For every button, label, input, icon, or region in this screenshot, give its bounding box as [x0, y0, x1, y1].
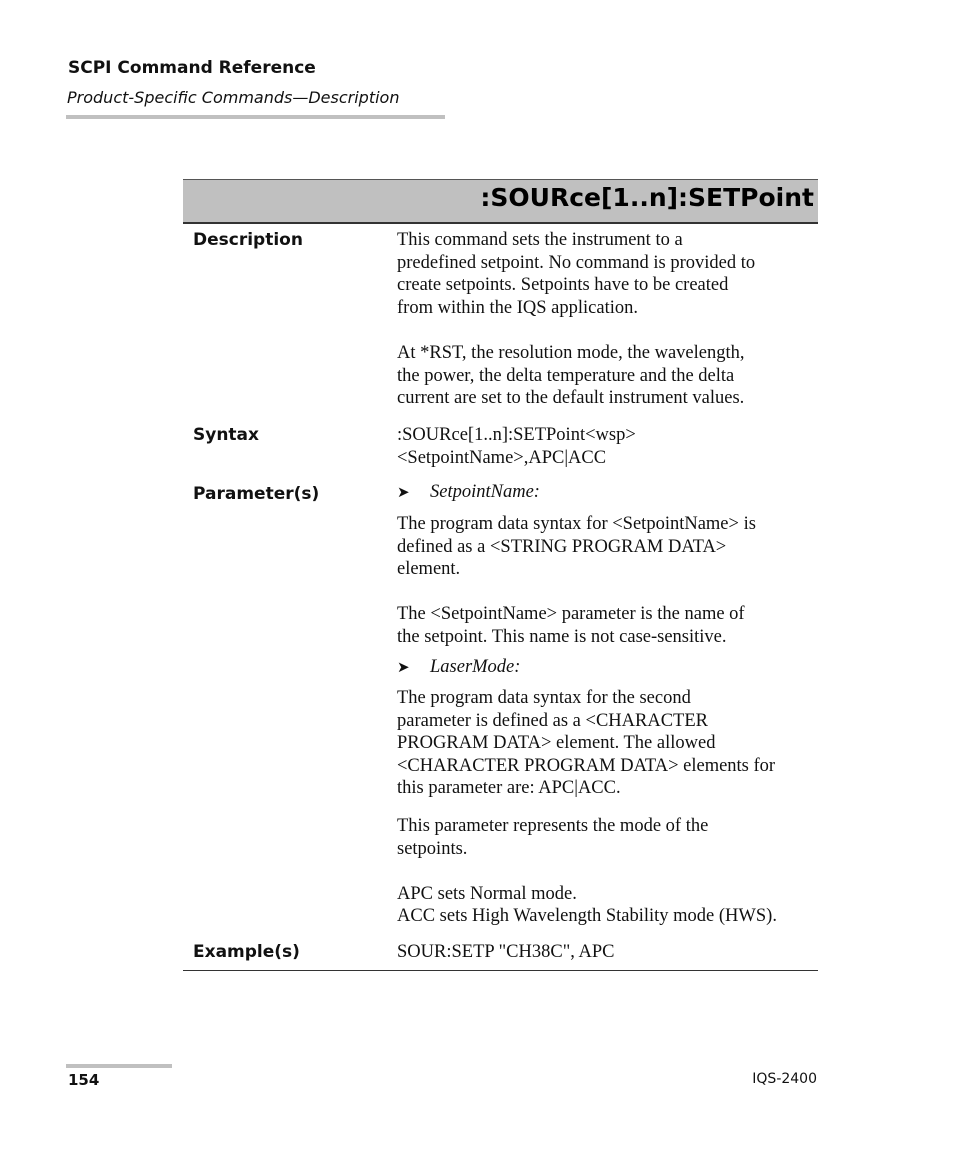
text-line: <SetpointName>,APC|ACC — [397, 447, 607, 468]
text-line: ACC sets High Wavelength Stability mode (HWS). — [397, 906, 777, 927]
header-divider — [66, 115, 445, 119]
command-title: :SOURce[1..n]:SETPoint — [480, 183, 814, 212]
text-line: create setpoints. Setpoints have to be created — [397, 275, 729, 296]
text-line: APC sets Normal mode. — [397, 883, 577, 904]
text-line: The <SetpointName> parameter is the name of — [397, 604, 745, 625]
parameter-name: SetpointName: — [430, 482, 540, 502]
description-text — [397, 229, 822, 410]
parameter-setpointname-text — [397, 513, 822, 649]
text-line: <CHARACTER PROGRAM DATA> elements for — [397, 755, 776, 776]
text-line: this parameter are: APC|ACC. — [397, 778, 621, 799]
running-header-title: SCPI Command Reference — [68, 58, 316, 78]
text-line: The program data syntax for the second — [397, 688, 691, 708]
param1-paragraph-2 — [397, 603, 822, 648]
param2-paragraph-3 — [397, 883, 822, 928]
syntax-text — [397, 424, 822, 469]
text-line: the power, the delta temperature and the delta — [397, 365, 735, 386]
syntax-label: Syntax — [193, 425, 259, 445]
description-paragraph-2 — [397, 342, 822, 410]
running-header-subtitle: Product-Specific Commands—Description — [67, 88, 400, 107]
param2-paragraph-2 — [397, 815, 822, 860]
text-line: predefined setpoint. No command is provided to — [397, 252, 756, 273]
text-line: from within the IQS application. — [397, 297, 638, 318]
product-name: IQS-2400 — [752, 1071, 817, 1087]
examples-label: Example(s) — [193, 942, 300, 962]
text-line: parameter is defined as a <CHARACTER — [397, 710, 708, 731]
parameter-lasermode-notes — [397, 815, 822, 928]
text-line: This parameter represents the mode of the — [397, 816, 709, 836]
footer-divider — [66, 1064, 172, 1068]
text-line: defined as a <STRING PROGRAM DATA> — [397, 536, 727, 557]
parameter-setpointname — [397, 482, 540, 503]
parameters-label: Parameter(s) — [193, 484, 320, 504]
text-line: The program data syntax for <SetpointName> is — [397, 514, 756, 534]
text-line: element. — [397, 559, 461, 580]
text-line: the setpoint. This name is not case-sensitive. — [397, 626, 727, 647]
param2-paragraph-1 — [397, 687, 822, 800]
text-line: This command sets the instrument to a — [397, 230, 683, 250]
page-number: 154 — [68, 1071, 100, 1089]
parameter-lasermode-text — [397, 687, 822, 800]
param1-paragraph-1 — [397, 513, 822, 581]
text-line: PROGRAM DATA> element. The allowed — [397, 733, 716, 754]
description-label: Description — [193, 230, 303, 250]
command-title-bar — [183, 179, 818, 224]
text-line: :SOURce[1..n]:SETPoint<wsp> — [397, 425, 636, 445]
arrow-bullet-icon: ➤ — [397, 660, 410, 676]
parameter-name: LaserMode: — [430, 657, 521, 677]
table-bottom-rule — [183, 970, 818, 971]
text-line: setpoints. — [397, 838, 468, 859]
text-line: current are set to the default instrument values. — [397, 388, 745, 409]
text-line: At *RST, the resolution mode, the wavelength, — [397, 342, 745, 363]
arrow-bullet-icon: ➤ — [397, 485, 410, 501]
example-text: SOUR:SETP "CH38C", APC — [397, 942, 615, 962]
parameter-lasermode — [397, 657, 520, 678]
description-paragraph-1 — [397, 229, 822, 319]
